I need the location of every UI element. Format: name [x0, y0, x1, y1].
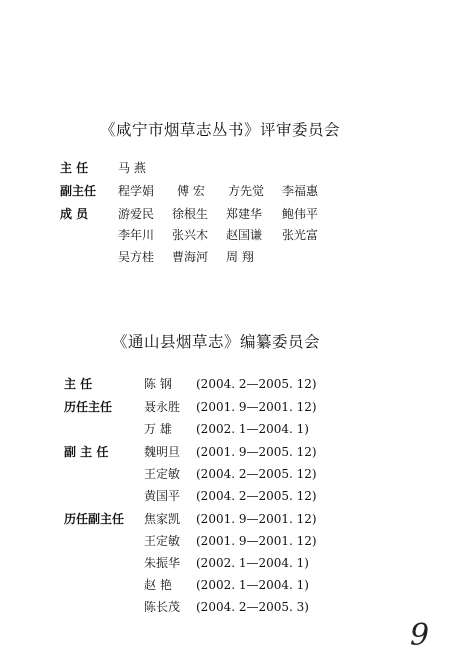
- page-number: 9: [410, 618, 430, 653]
- c1-name: 鲍伟平: [282, 207, 319, 221]
- c2-name: 王定敏: [144, 467, 181, 481]
- c2-term: (2002. 1—2004. 1): [196, 422, 309, 436]
- c2-label: 历任主任: [64, 400, 113, 414]
- c1-name: 周 翔: [226, 250, 254, 264]
- c2-name: 焦家凯: [144, 512, 181, 526]
- c2-label: 历任副主任: [64, 512, 125, 526]
- c1-label: 成 员: [60, 207, 89, 221]
- c2-name: 王定敏: [144, 534, 181, 548]
- c2-label: 副 主 任: [64, 445, 109, 459]
- c2-term: (2001. 9—2001. 12): [196, 400, 317, 414]
- c2-term: (2004. 2—2005. 3): [196, 600, 309, 614]
- c2-term: (2004. 2—2005. 12): [196, 489, 317, 503]
- c1-name: 曹海河: [172, 250, 209, 264]
- c2-term: (2002. 1—2004. 1): [196, 578, 309, 592]
- c2-name: 陈 钢: [144, 377, 172, 391]
- c1-name: 郑建华: [226, 207, 263, 221]
- c2-term: (2004. 2—2005. 12): [196, 377, 317, 391]
- c2-name: 陈长茂: [144, 600, 181, 614]
- c1-name: 张兴木: [172, 228, 209, 242]
- c1-label: 主 任: [60, 161, 89, 175]
- c2-label: 主 任: [64, 377, 93, 391]
- c1-name: 吴方桂: [118, 250, 155, 264]
- c2-name: 赵 艳: [144, 578, 172, 592]
- c2-name: 黄国平: [144, 489, 181, 503]
- c1-name: 赵国谦: [226, 228, 263, 242]
- c1-name: 徐根生: [172, 207, 209, 221]
- c1-name: 游爱民: [118, 207, 155, 221]
- c2-term: (2001. 9—2001. 12): [196, 534, 317, 548]
- c2-name: 朱振华: [144, 556, 181, 570]
- c1-name: 李年川: [118, 228, 155, 242]
- c2-name: 聂永胜: [144, 400, 181, 414]
- c2-term: (2001. 9—2005. 12): [196, 445, 317, 459]
- c2-term: (2001. 9—2001. 12): [196, 512, 317, 526]
- c1-name: 李福惠: [282, 184, 319, 198]
- review-committee-title: 《咸宁市烟草志丛书》评审委员会: [100, 121, 341, 139]
- c2-name: 魏明旦: [144, 445, 181, 459]
- c2-term: (2004. 2—2005. 12): [196, 467, 317, 481]
- c1-label: 副主任: [60, 184, 97, 198]
- c1-name: 方先觉: [228, 184, 265, 198]
- compilation-committee-title: 《通山县烟草志》编纂委员会: [112, 333, 321, 351]
- c2-name: 万 雄: [144, 422, 172, 436]
- c2-term: (2002. 1—2004. 1): [196, 556, 309, 570]
- c1-name: 傅 宏: [177, 184, 205, 198]
- c1-name: 张光富: [282, 228, 319, 242]
- c1-name: 马 燕: [118, 161, 146, 175]
- c1-name: 程学娟: [118, 184, 155, 198]
